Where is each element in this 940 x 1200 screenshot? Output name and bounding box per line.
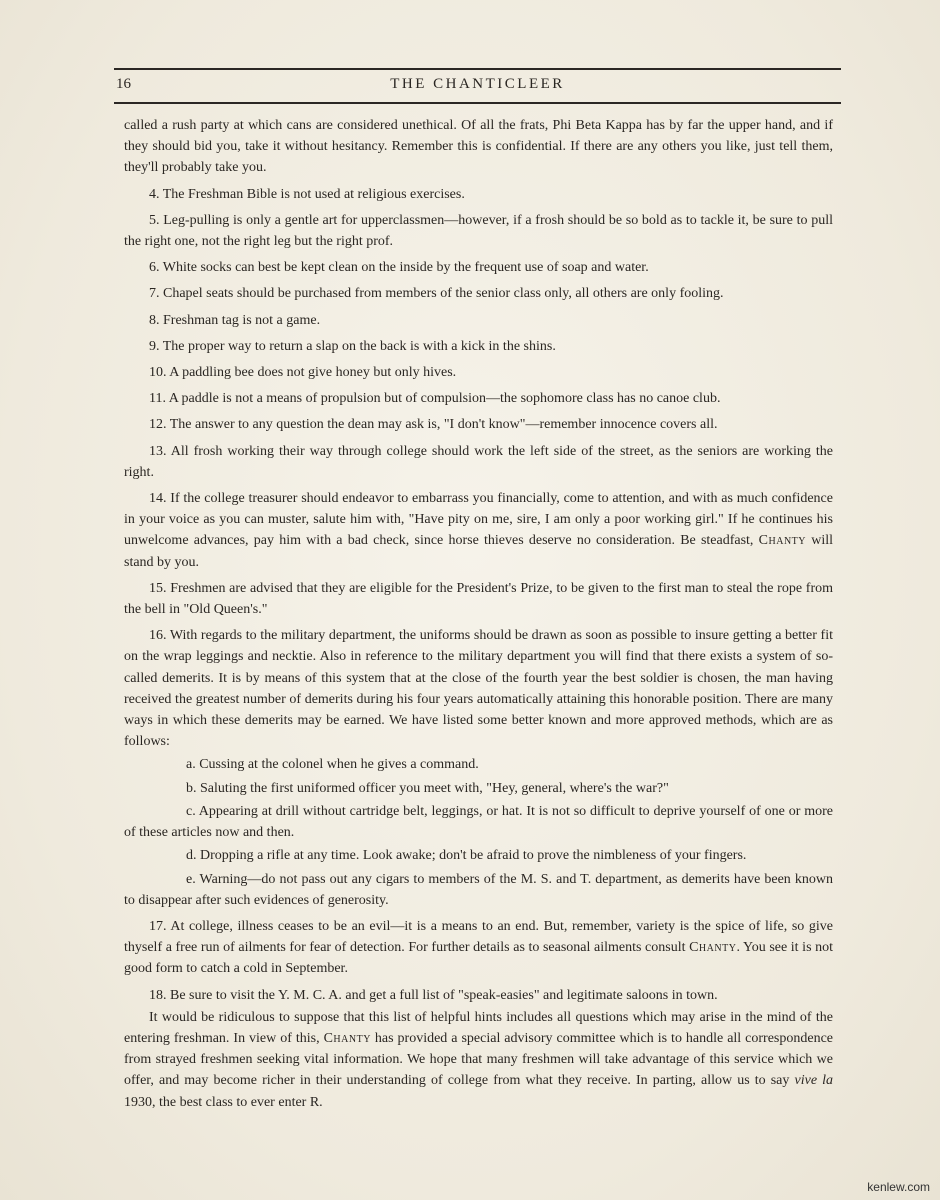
hint-14-text: 14. If the college treasurer should endeavor to embarrass you financially, come to attention, and with as much confidence in your voice as you can muster, salute him with, "Have pity on me, sire, I am only a poor working girl." If he continues his unwelcome advances, pay him with a bad check, since horse thieves deserve no consideration. Be steadfast, xyxy=(124,491,833,549)
page-number: 16 xyxy=(116,76,131,92)
hint-16: 16. With regards to the military department, the uniforms should be drawn as soon as possible to insure getting a better fit on the wrap leggings and necktie. Also in reference to the military department you will find that there exists a system of so-called demerits. It is by means of this system that at the close of the fourth year the best soldier is chosen, the man having received the greatest number of demerits during his four years automatically attaining this honorable position. There are many ways in which these demerits may be earned. We have listed some better known and more approved methods, which are as follows: xyxy=(124,628,833,750)
vive-la: vive la xyxy=(794,1073,834,1089)
hint-17-text: 17. At college, illness ceases to be an evil—it is a means to an end. But, remember, variety is the spice of life, so give thyself a free run of ailments for fear of detection. For further details as to seasonal ailments consult xyxy=(124,918,833,956)
hint-15: 15. Freshmen are advised that they are eligible for the President's Prize, to be given to the first man to steal the rope from the bell in "Old Queen's." xyxy=(124,580,833,618)
hint-11: 11. A paddle is not a means of propulsion but of compulsion—the sophomore class has no canoe club. xyxy=(149,391,721,407)
running-header xyxy=(114,68,841,104)
publication-title: THE CHANTICLEER xyxy=(390,76,565,92)
closing-text: It would be ridiculous to suppose that this list of helpful hints includes all questions which may arise in the mind of the entering freshman. In view of this, xyxy=(124,1009,833,1046)
hint-12: 12. The answer to any question the dean may ask is, "I don't know"—remember innocence covers all. xyxy=(149,417,718,433)
demerit-d: d. Dropping a rifle at any time. Look awake; don't be afraid to prove the nimbleness of your fingers. xyxy=(186,848,747,864)
hint-6: 6. White socks can best be kept clean on the inside by the frequent use of soap and water. xyxy=(149,260,649,276)
watermark: kenlew.com xyxy=(867,1180,930,1194)
chanty-name: Chanty xyxy=(323,1030,371,1046)
hint-17-end: . You see it is not good form to catch a cold in September. xyxy=(124,940,833,977)
hint-5: 5. Leg-pulling is only a gentle art for upperclassmen—however, if a frosh should be so bold as to tackle it, be sure to pull the right one, not the right leg but the right prof. xyxy=(124,212,833,250)
hint-10: 10. A paddling bee does not give honey but only hives. xyxy=(149,365,457,381)
hint-4: 4. The Freshman Bible is not used at religious exercises. xyxy=(149,186,465,202)
closing-paragraph xyxy=(124,1007,833,1113)
demerit-c: c. Appearing at drill without cartridge belt, leggings, or hat. It is not so difficult to deprive yourself of one or more of these articles now and then. xyxy=(124,803,833,841)
hint-13: 13. All frosh working their way through college should work the left side of the street, as the seniors are working the right. xyxy=(124,443,833,480)
paragraph-continued: called a rush party at which cans are considered unethical. Of all the frats, Phi Beta Kappa has by far the upper hand, and if they should bid you, take it without hesitancy. Remember this is confidential. If there are any others you like, just tell them, they'll probably take you. xyxy=(124,118,833,176)
hint-14 xyxy=(124,488,833,573)
closing-text-3: 1930, the best class to ever enter R. xyxy=(124,1094,323,1110)
demerit-a: a. Cussing at the colonel when he gives a command. xyxy=(186,757,479,773)
demerit-e: e. Warning—do not pass out any cigars to members of the M. S. and T. department, as demerits have been known to disappear after such evidences of generosity. xyxy=(124,871,833,908)
hint-7: 7. Chapel seats should be purchased from members of the senior class only, all others are only fooling. xyxy=(149,286,724,302)
hint-18: 18. Be sure to visit the Y. M. C. A. and get a full list of "speak-easies" and legitimate saloons in town. xyxy=(149,987,718,1003)
hint-17 xyxy=(124,916,833,980)
chanty-name: Chanty xyxy=(758,533,806,549)
hint-8: 8. Freshman tag is not a game. xyxy=(149,312,321,328)
article-body xyxy=(124,115,833,1118)
demerit-b: b. Saluting the first uniformed officer you meet with, "Hey, general, where's the war?" xyxy=(186,780,669,796)
hint-9: 9. The proper way to return a slap on the back is with a kick in the shins. xyxy=(149,338,556,354)
chanty-name: Chanty xyxy=(689,940,737,956)
closing-text-2: has provided a special advisory committee which is to handle all correspondence from strayed freshmen seeking vital information. We hope that many freshmen will take advantage of this service which we offer, and may become richer in their understanding of college from what they receive. In parting, allow us to say xyxy=(124,1030,834,1089)
hint-14-end: will stand by you. xyxy=(124,533,833,570)
